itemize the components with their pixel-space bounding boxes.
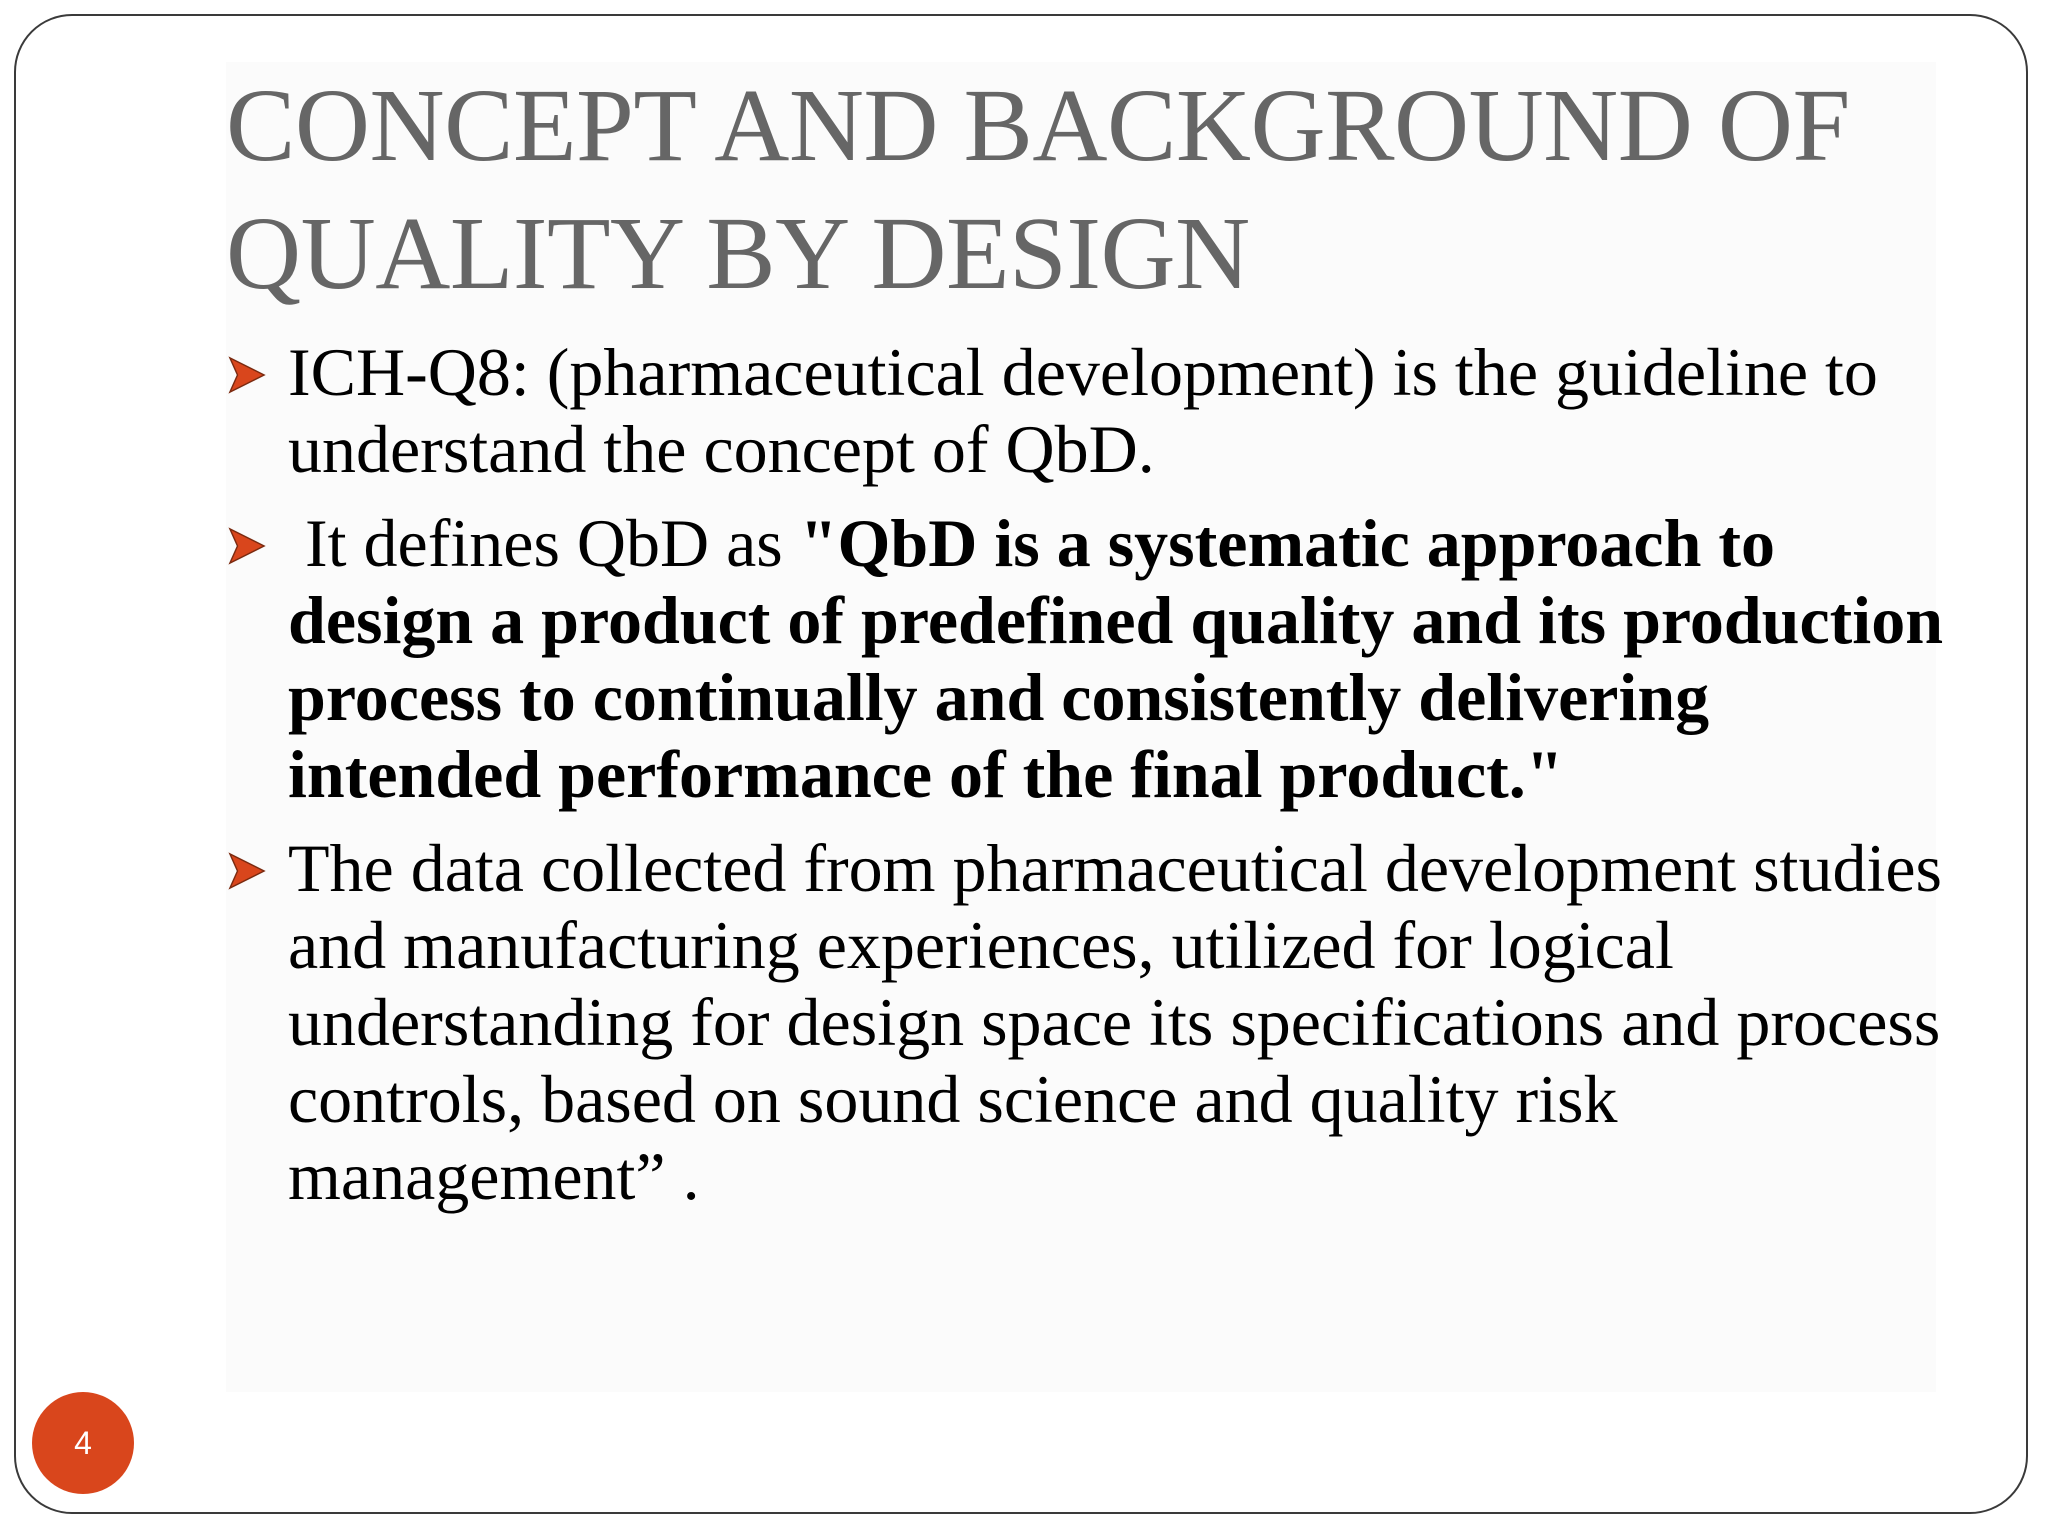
arrowhead-bullet-icon <box>228 527 266 565</box>
bullet-item-3 <box>226 830 1946 1215</box>
slide-title <box>226 62 1966 318</box>
bullet-item-1 <box>226 334 1946 488</box>
bullet-text-2-plain: It defines QbD as <box>288 505 800 581</box>
page-number-badge: 4 <box>32 1392 134 1494</box>
bullet-text-3: The data collected from pharmaceutical development studies and manufacturing experiences, utilized for logical understanding for design space its specifications and process controls, based on sound science and quality risk management” . <box>288 830 1942 1214</box>
arrowhead-bullet-icon <box>228 356 266 394</box>
title-line-1: CONCEPT AND BACKGROUND OF <box>226 68 1850 183</box>
bullet-item-2 <box>226 505 1946 813</box>
arrowhead-bullet-icon <box>228 852 266 890</box>
bullet-text-1: ICH-Q8: (pharmaceutical development) is the guideline to understand the concept of QbD. <box>288 334 1878 487</box>
title-line-2: QUALITY BY DESIGN <box>226 196 1250 311</box>
bullet-text-2-bold: "QbD is a systematic approach to design a product of predefined quality and its production process to continually and consistently delivering intended performance of the final product." <box>288 505 1944 812</box>
bullet-list <box>226 334 1946 1232</box>
